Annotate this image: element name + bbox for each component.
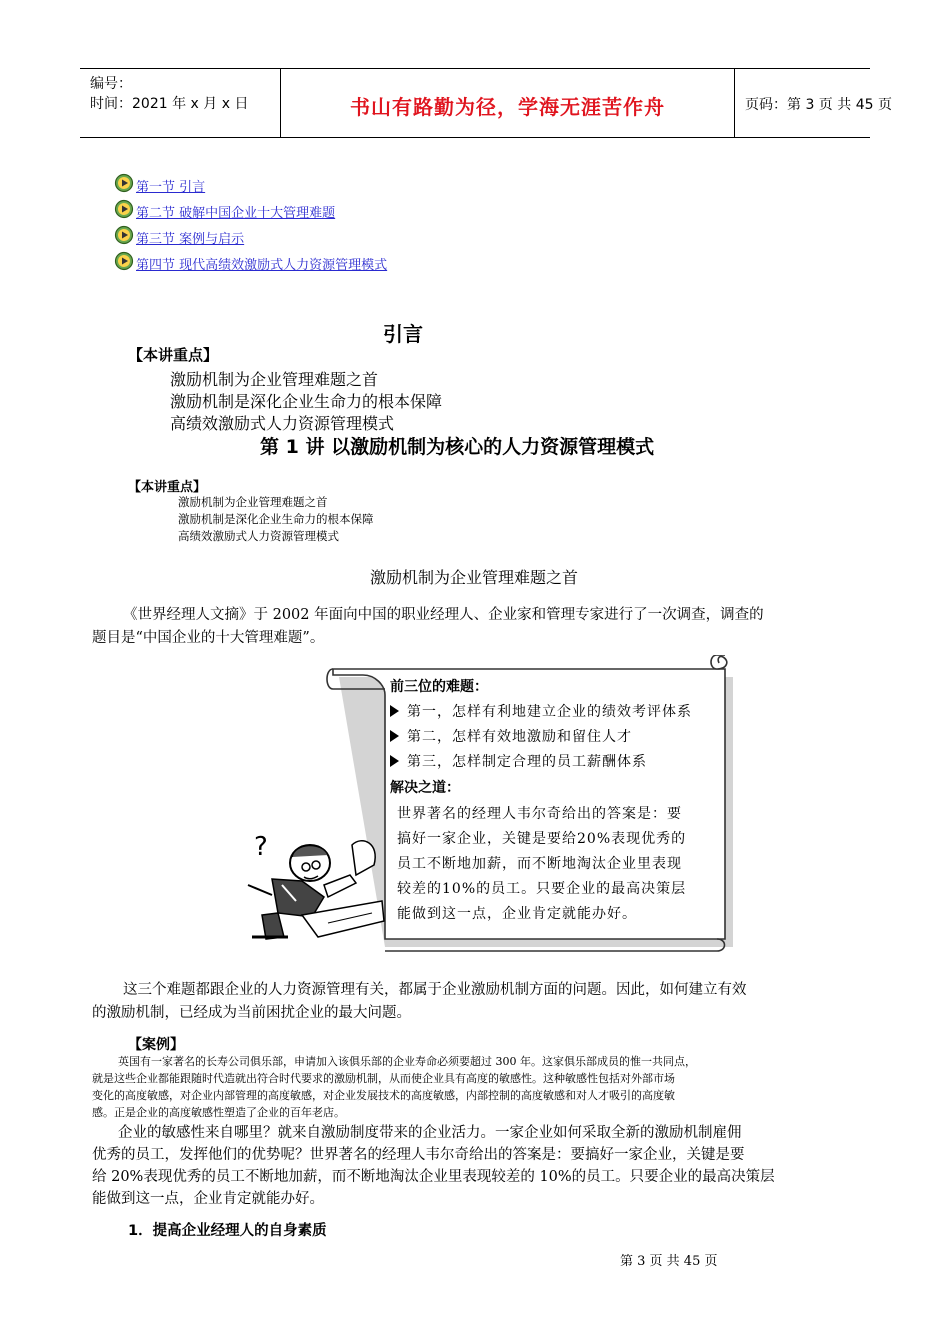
play-button-icon [114,199,134,219]
solution-label: 解决之道： [390,780,460,796]
scroll-item-text: 第一，怎样有利地建立企业的绩效考评体系 [407,704,692,720]
intro-focus-label: 【本讲重点】 [128,346,219,364]
solution-line: 员工不断地加薪，而不断地淘汰企业里表现 [397,856,682,872]
paragraph-line: 优秀的员工，发挥他们的优势呢？世界著名的经理人韦尔奇给出的答案是：要搞好一家企业，关键是要 [92,1147,745,1163]
paragraph-line: 企业的敏感性来自哪里？就来自激励制度带来的企业活力。一家企业如何采取全新的激励机制雇佣 [118,1125,742,1141]
lecture-point: 激励机制为企业管理难题之首 [178,495,328,509]
header-page-cell [735,69,892,137]
lecture-point: 激励机制是深化企业生命力的根本保障 [178,512,374,526]
lecture-focus-label: 【本讲重点】 [128,480,207,495]
scroll-heading: 前三位的难题： [390,679,488,695]
case-line: 就是这些企业都能跟随时代造就出符合时代要求的激励机制，从而使企业具有高度的敏感性。这种敏感性包括对外部市场 [92,1072,675,1085]
number-label: 编号： [90,76,132,92]
case-line: 英国有一家著名的长寿公司俱乐部，申请加入该俱乐部的企业寿命必须要超过 300 年。这家俱乐部成员的惟一共同点， [118,1055,696,1068]
page-header [80,68,892,138]
scroll-item [390,751,647,771]
solution-line: 能做到这一点，企业肯定就能办好。 [397,906,637,922]
triangle-bullet-icon [390,730,399,742]
case-line: 变化的高度敏感，对企业内部管理的高度敏感，对企业发展技术的高度敏感，内部控制的高度敏感和对人才吸引的高度敏 [92,1089,675,1102]
toc-link-4[interactable]: 第四节 现代高绩效激励式人力资源管理模式 [136,258,388,273]
page-label: 页码：第 3 页 共 45 页 [745,97,892,113]
lecture-title: 第 1 讲 以激励机制为核心的人力资源管理模式 [260,436,655,458]
solution-line: 较差的10%的员工。只要企业的最高决策层 [397,881,687,897]
paragraph-line: 给 20%表现优秀的员工不断地加薪，而不断地淘汰企业里表现较差的 10%的员工。只要企业的最高决策层 [92,1169,775,1185]
intro-point: 激励机制为企业管理难题之首 [170,370,379,389]
toc-link-2[interactable]: 第二节 破解中国企业十大管理难题 [136,206,336,221]
toc-link-1[interactable]: 第一节 引言 [136,180,206,195]
play-button-icon [114,225,134,245]
header-motto-cell [280,69,735,137]
scroll-item [390,701,692,721]
play-button-icon [114,251,134,271]
paragraph-line: 能做到这一点，企业肯定就能办好。 [92,1191,324,1207]
solution-line: 世界著名的经理人韦尔奇给出的答案是：要 [397,806,682,822]
paragraph-line: 题目是“中国企业的十大管理难题”。 [92,630,325,646]
lecture-point: 高绩效激励式人力资源管理模式 [178,529,339,543]
page-footer: 第 3 页 共 45 页 [620,1254,718,1269]
header-meta [80,69,280,137]
case-line: 感。正是企业的高度敏感性塑造了企业的百年老店。 [92,1106,345,1119]
paragraph-line: 《世界经理人文摘》于 2002 年面向中国的职业经理人、企业家和管理专家进行了一次调查，调查的 [123,607,764,623]
solution-line: 搞好一家企业，关键是要给20%表现优秀的 [397,831,687,847]
intro-title: 引言 [383,322,423,346]
triangle-bullet-icon [390,755,399,767]
thinking-man-illustration [232,805,392,945]
svg-text:?: ? [254,832,268,862]
toc-link-3[interactable]: 第三节 案例与启示 [136,232,245,247]
scroll-item-text: 第二，怎样有效地激励和留住人才 [407,729,632,745]
paragraph-line: 这三个难题都跟企业的人力资源管理有关，都属于企业激励机制方面的问题。因此，如何建立有效 [123,982,747,998]
scroll-item-text: 第三，怎样制定合理的员工薪酬体系 [407,754,647,770]
paragraph-line: 的激励机制，已经成为当前困扰企业的最大问题。 [92,1005,411,1021]
scroll-item [390,726,632,746]
date-label: 时间：2021 年 x 月 x 日 [90,96,249,112]
section-title: 激励机制为企业管理难题之首 [370,568,579,587]
triangle-bullet-icon [390,705,399,717]
play-button-icon [114,173,134,193]
motto: 书山有路勤为径，学海无涯苦作舟 [350,95,665,119]
intro-point: 激励机制是深化企业生命力的根本保障 [170,392,443,411]
case-label: 【案例】 [128,1037,184,1053]
subheading: 1．提高企业经理人的自身素质 [128,1223,327,1239]
intro-point: 高绩效激励式人力资源管理模式 [170,414,395,433]
